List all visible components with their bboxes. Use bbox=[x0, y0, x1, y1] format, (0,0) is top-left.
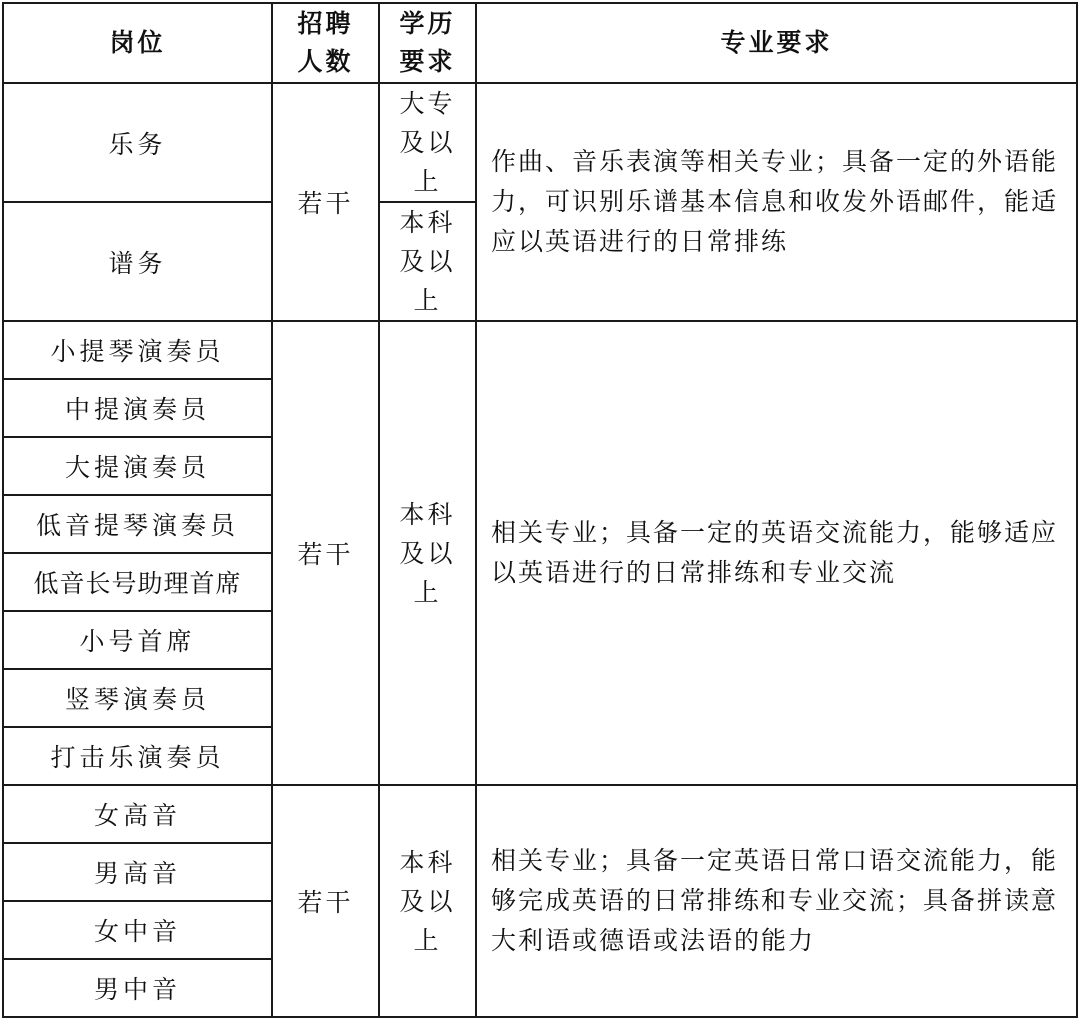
count-cell: 若干 bbox=[272, 83, 379, 321]
position-cell: 小提琴演奏员 bbox=[3, 321, 272, 379]
position-cell: 竖琴演奏员 bbox=[3, 669, 272, 727]
header-position: 岗位 bbox=[3, 3, 272, 83]
education-cell: 大专 及以 上 bbox=[379, 83, 476, 202]
header-row bbox=[3, 3, 1077, 83]
requirement-cell: 相关专业；具备一定的英语交流能力，能够适应以英语进行的日常排练和专业交流 bbox=[476, 321, 1077, 785]
requirement-cell: 作曲、音乐表演等相关专业；具备一定的外语能力，可识别乐谱基本信息和收发外语邮件，能适应以英语进行的日常排练 bbox=[476, 83, 1077, 321]
position-cell: 中提演奏员 bbox=[3, 379, 272, 437]
education-cell: 本科 及以 上 bbox=[379, 202, 476, 321]
position-cell: 乐务 bbox=[3, 83, 272, 202]
position-cell: 低音提琴演奏员 bbox=[3, 495, 272, 553]
count-cell: 若干 bbox=[272, 785, 379, 1017]
header-requirements: 专业要求 bbox=[476, 3, 1077, 83]
position-cell: 女中音 bbox=[3, 901, 272, 959]
table-row bbox=[3, 321, 1077, 379]
header-education: 学历 要求 bbox=[379, 3, 476, 83]
position-cell: 女高音 bbox=[3, 785, 272, 843]
header-count: 招聘 人数 bbox=[272, 3, 379, 83]
position-cell: 男中音 bbox=[3, 959, 272, 1017]
table-row bbox=[3, 83, 1077, 202]
recruitment-table bbox=[2, 2, 1078, 1018]
position-cell: 小号首席 bbox=[3, 611, 272, 669]
education-cell: 本科 及以 上 bbox=[379, 321, 476, 785]
count-cell: 若干 bbox=[272, 321, 379, 785]
table-row bbox=[3, 785, 1077, 843]
position-cell: 打击乐演奏员 bbox=[3, 727, 272, 785]
requirement-cell: 相关专业；具备一定英语日常口语交流能力，能够完成英语的日常排练和专业交流；具备拼读意大利语或德语或法语的能力 bbox=[476, 785, 1077, 1017]
position-cell: 低音长号助理首席 bbox=[3, 553, 272, 611]
position-cell: 男高音 bbox=[3, 843, 272, 901]
position-cell: 大提演奏员 bbox=[3, 437, 272, 495]
education-cell: 本科 及以 上 bbox=[379, 785, 476, 1017]
position-cell: 谱务 bbox=[3, 202, 272, 321]
